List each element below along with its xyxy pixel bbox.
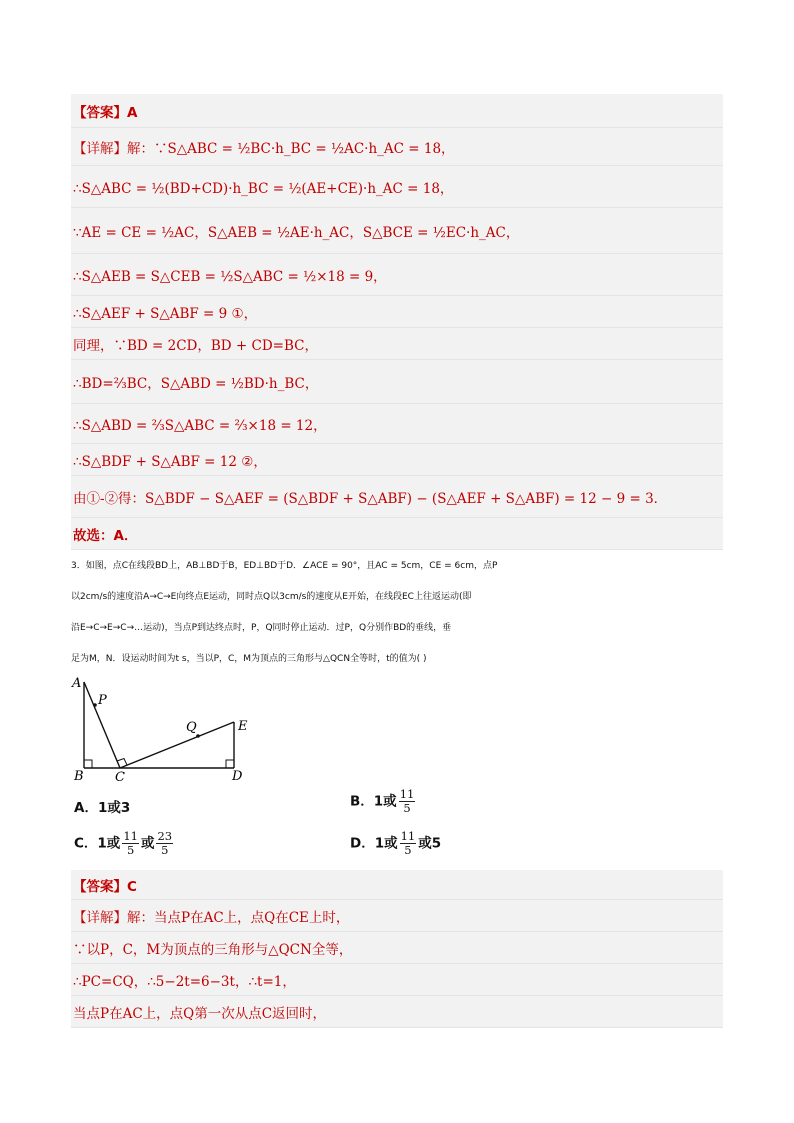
explain-line-6: 同理，∵BD = 2CD，BD + CD=BC， bbox=[71, 328, 723, 360]
point-q bbox=[196, 734, 200, 738]
label-q: Q bbox=[186, 720, 197, 735]
explain-line-8: ∴S△ABD = ⅔S△ABC = ⅔×18 = 12， bbox=[71, 404, 723, 444]
fraction: $\frac{11}{5}$ bbox=[123, 829, 138, 857]
question-line-3: 沿E→C→E→C→…运动)，当点P到达终点时，P，Q同时停止运动．过P，Q分别作BD的垂线，垂 bbox=[71, 623, 452, 633]
explain2-line-2: ∵以P，C，M为顶点的三角形与△QCN全等， bbox=[71, 932, 723, 964]
explain2-line-4: 当点P在AC上，点Q第一次从点C返回时， bbox=[71, 996, 723, 1028]
geometry-figure bbox=[68, 672, 258, 784]
option-a[interactable]: A．1或3 bbox=[74, 800, 131, 816]
explain-line-2: ∴S△ABC = ½(BD+CD)·h_BC = ½(AE+CE)·h_AC = 18， bbox=[71, 166, 723, 208]
question-line-2: 以2cm/s的速度沿A→C→E向终点E运动，同时点Q以3cm/s的速度从E开始，在线段EC上往返运动(即 bbox=[71, 592, 472, 602]
answer-label-line: 【答案】A bbox=[71, 94, 723, 128]
segment-ce bbox=[120, 722, 234, 768]
conclusion-line: 故选：A． bbox=[71, 518, 723, 550]
question-3 bbox=[71, 551, 731, 675]
option-b[interactable]: B．1或 $\frac{11}{5}$ bbox=[350, 787, 415, 815]
explain-line-3: ∵AE = CE = ½AC，S△AEB = ½AE·h_AC，S△BCE = ½EC·h_AC， bbox=[71, 208, 723, 254]
fraction: $\frac{11}{5}$ bbox=[399, 787, 415, 815]
explain-line-10: 由①-②得：S△BDF − S△AEF = (S△BDF + S△ABF) − (S△AEF + S△ABF) = 12 − 9 = 3． bbox=[71, 476, 723, 518]
question-line-1: 3．如图，点C在线段BD上，AB⊥BD于B，ED⊥BD于D．∠ACE = 90°，且AC = 5cm，CE = 6cm，点P bbox=[71, 561, 498, 571]
label-b: B bbox=[74, 769, 84, 784]
point-p bbox=[93, 703, 97, 707]
option-d[interactable]: D．1或 $\frac{11}{5}$ 或5 bbox=[350, 829, 442, 857]
explain-line-1: 【详解】解：∵S△ABC = ½BC·h_BC = ½AC·h_AC = 18， bbox=[71, 128, 723, 166]
label-a: A bbox=[72, 676, 82, 691]
fraction: $\frac{23}{5}$ bbox=[157, 829, 173, 857]
explain-line-7: ∴BD=⅔BC，S△ABD = ½BD·h_BC， bbox=[71, 360, 723, 404]
label-c: C bbox=[115, 770, 125, 784]
explain-line-5: ∴S△AEF + S△ABF = 9 ①， bbox=[71, 296, 723, 328]
label-d: D bbox=[232, 769, 243, 784]
option-c[interactable]: C．1或 $\frac{11}{5}$ 或 $\frac{23}{5}$ bbox=[74, 829, 173, 857]
fraction: $\frac{11}{5}$ bbox=[400, 829, 416, 857]
label-e: E bbox=[238, 719, 248, 734]
explain-line-9: ∴S△BDF + S△ABF = 12 ②， bbox=[71, 444, 723, 476]
explain2-line-3: ∴PC=CQ，∴5−2t=6−3t，∴t=1， bbox=[71, 964, 723, 996]
answer-label-line-2: 【答案】C bbox=[71, 870, 723, 900]
label-p: P bbox=[98, 693, 107, 708]
explain-line-4: ∴S△AEB = S△CEB = ½S△ABC = ½×18 = 9， bbox=[71, 254, 723, 296]
right-angle-b bbox=[84, 760, 92, 768]
right-angle-d bbox=[226, 760, 234, 768]
question-line-4: 足为M，N．设运动时间为t s，当以P，C，M为顶点的三角形与△QCN全等时，t的值为( ) bbox=[71, 654, 427, 664]
explain2-line-1: 【详解】解：当点P在AC上，点Q在CE上时， bbox=[71, 900, 723, 932]
